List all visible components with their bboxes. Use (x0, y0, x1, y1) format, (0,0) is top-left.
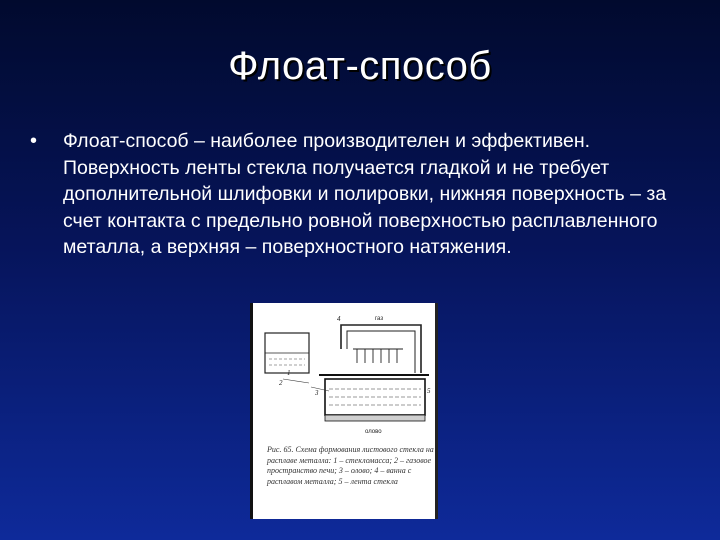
bath-hatching (329, 389, 421, 405)
label-tin: олово (365, 429, 382, 435)
label-4: 4 (337, 315, 341, 323)
bath-bottom (325, 415, 425, 421)
heaters (353, 349, 403, 363)
leader-line-1 (283, 379, 309, 383)
slide-title: Флоат-способ (228, 44, 492, 88)
bullet-symbol: • (30, 130, 38, 152)
label-3: 3 (315, 389, 319, 397)
float-process-figure (250, 303, 438, 519)
label-5: 5 (427, 387, 431, 395)
label-gas: газ (375, 316, 384, 322)
figure-caption: Рис. 65. Схема формования листового стекла на расплаве металла: 1 – стекломасса; 2 – газовое пространство печи; 3 – олово; 4 – ванна с расплавом металла; 5 – лента стекла (267, 445, 434, 486)
label-2: 2 (279, 379, 283, 387)
label-1: 1 (287, 369, 291, 377)
bullet-text: Флоат-способ – наиболее производителен и эффективен. Поверхность ленты стекла получается гладкой и не требует дополнительной шлифовки и полировки, нижняя поверхность – за счет контакта с предельно ровной поверхностью расплавленного металла, а верхняя – поверхностного натяжения. (63, 130, 667, 258)
leader-line-2 (311, 387, 329, 391)
